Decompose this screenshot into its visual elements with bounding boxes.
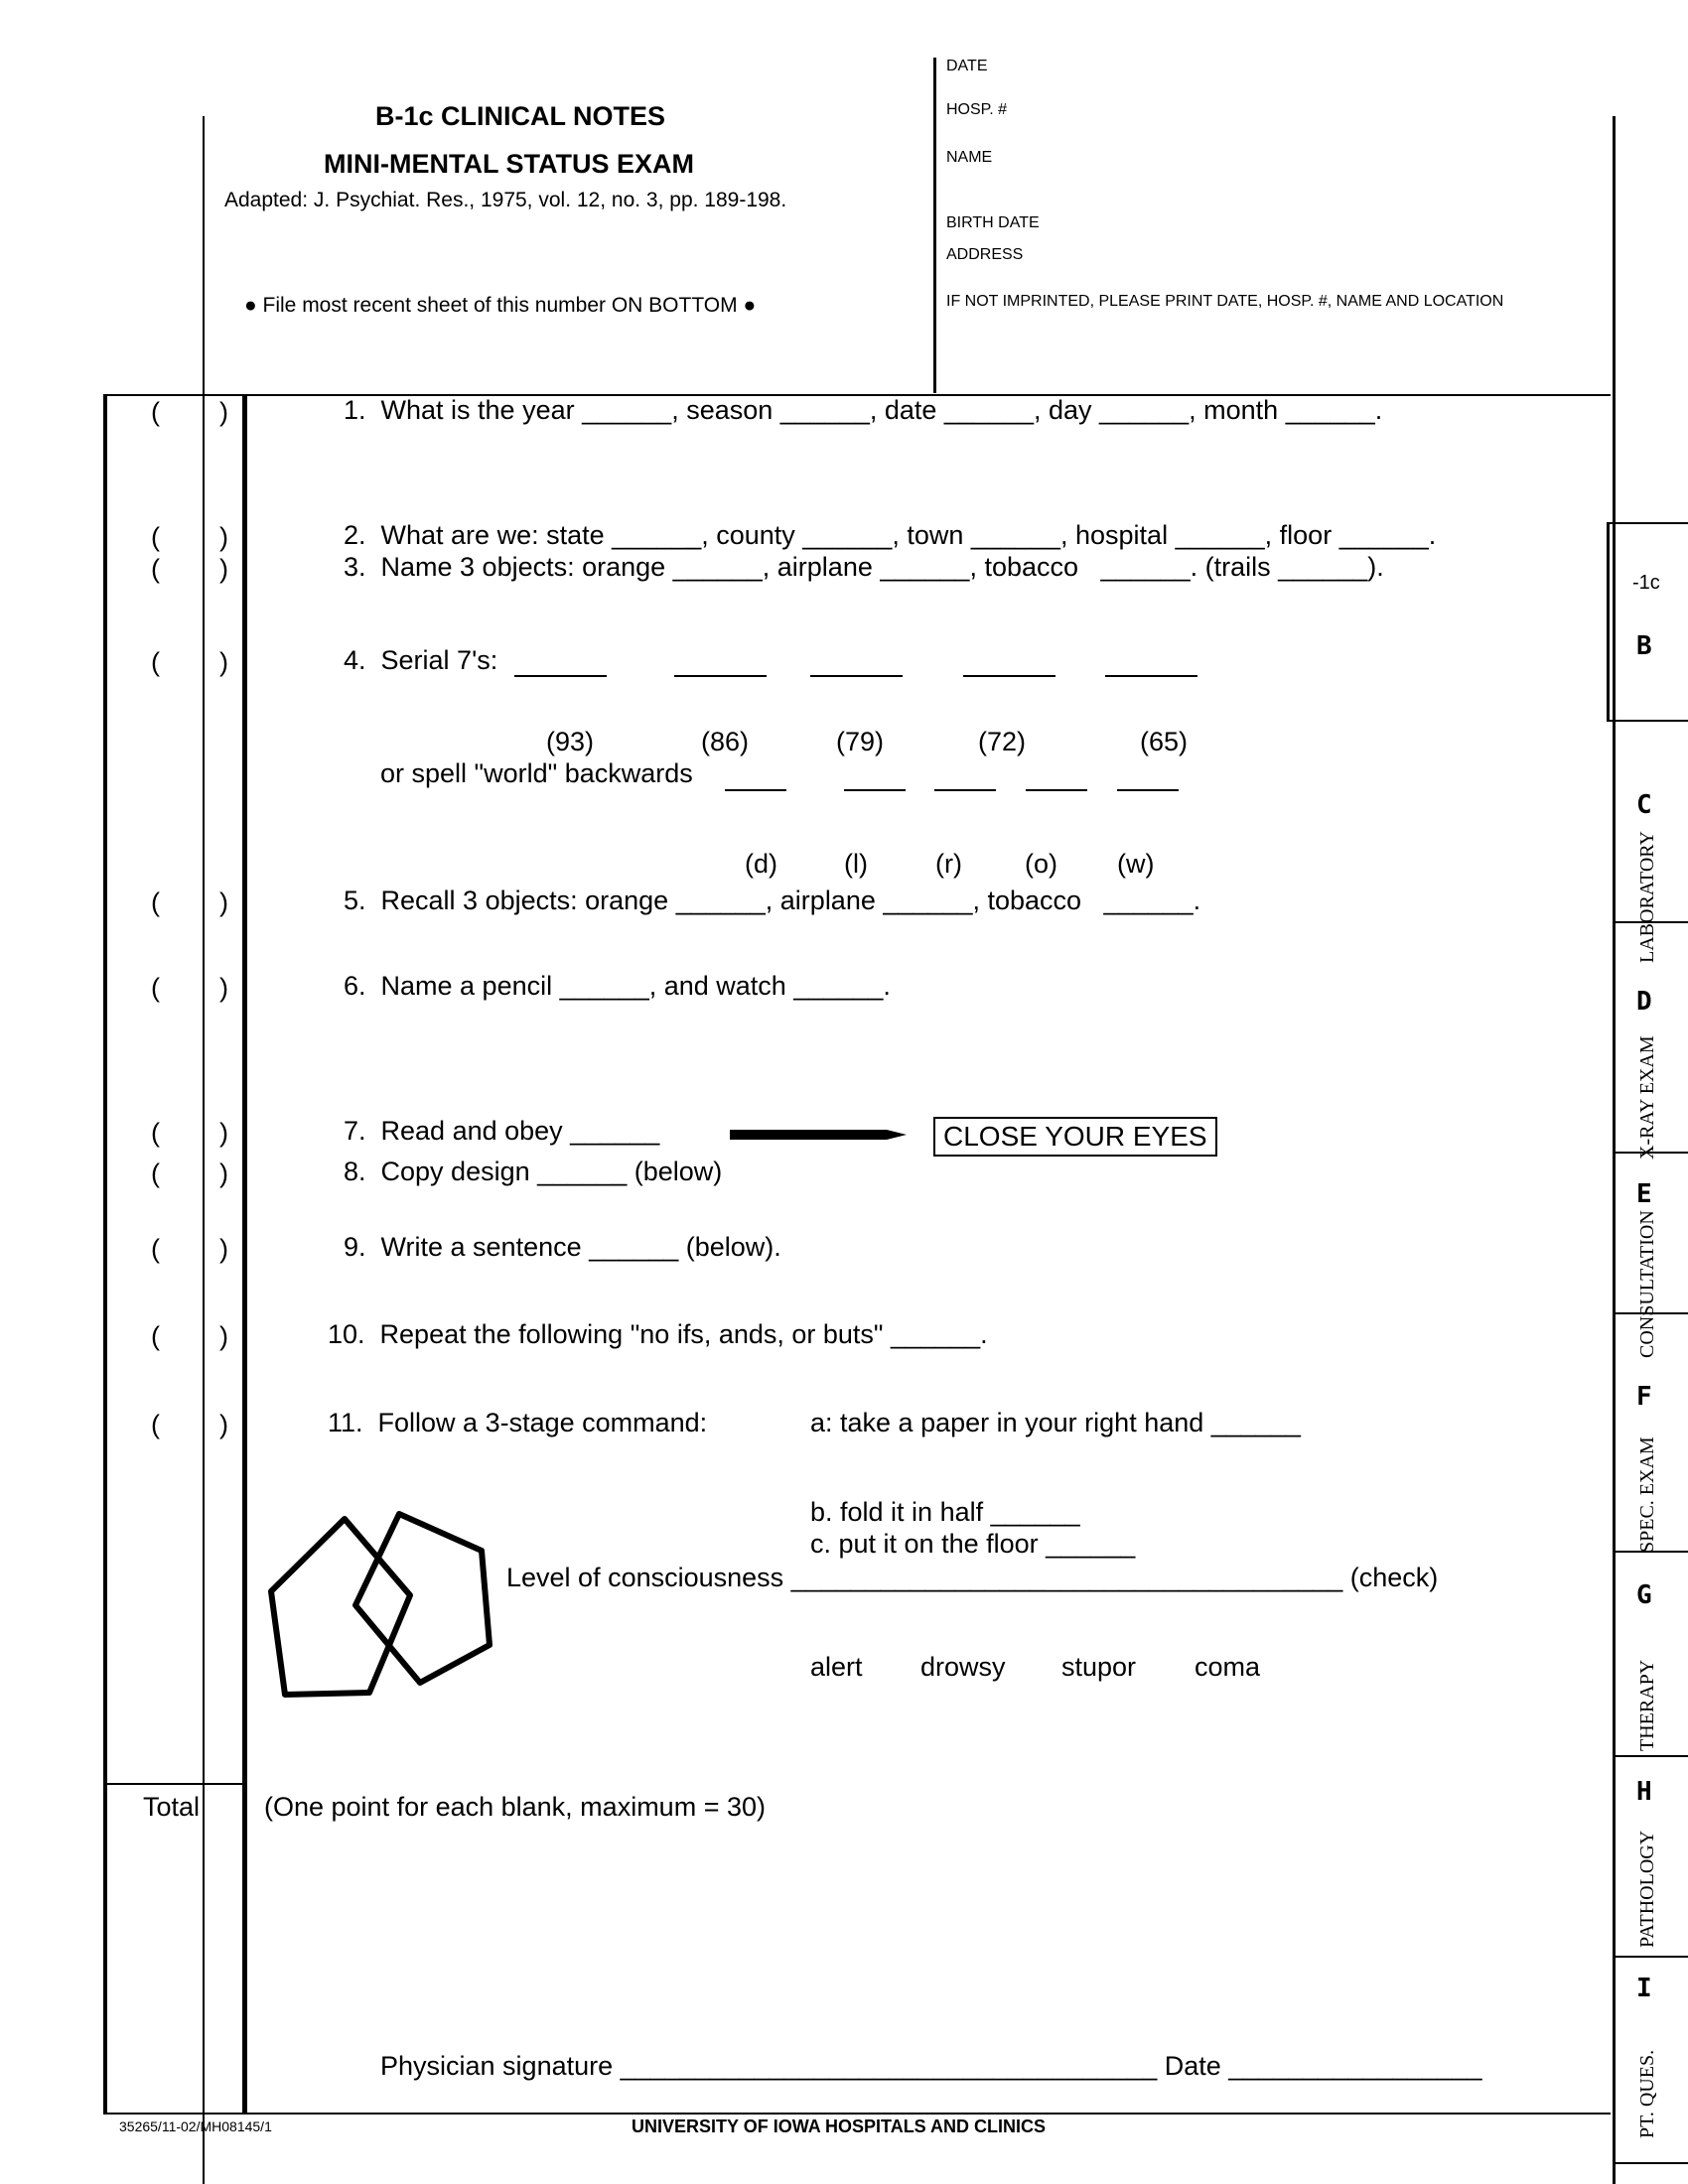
tab-g-letter[interactable]: G: [1636, 1580, 1652, 1610]
serial7-blank-2[interactable]: [674, 653, 767, 677]
form-number: 35265/11-02/MH08145/1: [119, 2118, 272, 2134]
score-box-q11[interactable]: ( ): [151, 1410, 228, 1439]
consciousness-option-alert[interactable]: alert: [810, 1652, 863, 1682]
body-bottom-rule: [103, 2113, 1611, 2115]
serial7-answer-93: (93): [546, 727, 595, 756]
spell-blank-2[interactable]: [844, 767, 906, 791]
score-box-q9[interactable]: ( ): [151, 1234, 228, 1264]
spell-letter-w: (w): [1117, 849, 1155, 879]
consciousness-option-coma[interactable]: coma: [1195, 1652, 1261, 1682]
total-label: Total: [143, 1792, 201, 1822]
score-box-q2[interactable]: ( ): [151, 522, 228, 552]
spell-letter-d: (d): [745, 849, 777, 879]
date-label: DATE: [946, 58, 988, 74]
intersecting-pentagons-design: [263, 1504, 501, 1703]
question-4: 4. Serial 7's:: [344, 645, 498, 675]
close-your-eyes-command: CLOSE YOUR EYES: [933, 1117, 1217, 1157]
spell-blank-5[interactable]: [1117, 767, 1179, 791]
score-box-q10[interactable]: ( ): [151, 1321, 228, 1351]
header-left-rule: [203, 116, 205, 394]
spell-blank-4[interactable]: [1026, 767, 1087, 791]
tab-h-name[interactable]: PATHOLOGY: [1636, 1830, 1658, 1948]
score-box-q4[interactable]: ( ): [151, 647, 228, 677]
question-3: 3. Name 3 objects: orange ______, airplane ______, tobacco ______. (trails ______).: [344, 552, 1384, 582]
hosp-number-label: HOSP. #: [946, 101, 1008, 118]
score-box-q7[interactable]: ( ): [151, 1118, 228, 1148]
tab-b-top-rule: [1607, 522, 1688, 524]
form-subtitle: MINI-MENTAL STATUS EXAM: [324, 149, 694, 179]
tab-c-letter[interactable]: C: [1636, 790, 1652, 820]
tab-h-rule: [1613, 1956, 1688, 1958]
birth-date-label: BIRTH DATE: [946, 214, 1040, 231]
score-box-q8[interactable]: ( ): [151, 1159, 228, 1188]
total-note: (One point for each blank, maximum = 30): [264, 1792, 766, 1822]
spell-letter-o: (o): [1025, 849, 1057, 879]
command-step-b: b. fold it in half ______: [810, 1497, 1080, 1527]
tab-b-left-rule: [1607, 522, 1610, 721]
tab-c-name[interactable]: LABORATORY: [1636, 831, 1658, 963]
consciousness-option-stupor[interactable]: stupor: [1061, 1652, 1137, 1682]
score-box-q3[interactable]: ( ): [151, 554, 228, 584]
serial7-answer-65: (65): [1140, 727, 1189, 756]
spell-world-prompt: or spell "world" backwards: [380, 758, 693, 788]
question-9: 9. Write a sentence ______ (below).: [344, 1232, 781, 1262]
command-step-a: a: take a paper in your right hand ______: [810, 1408, 1301, 1437]
question-8: 8. Copy design ______ (below): [344, 1157, 723, 1186]
question-6: 6. Name a pencil ______, and watch ______.: [344, 971, 891, 1001]
serial7-blank-1[interactable]: [514, 653, 607, 677]
tab-i-letter[interactable]: I: [1636, 1974, 1652, 2003]
question-5: 5. Recall 3 objects: orange ______, airplane ______, tobacco ______.: [344, 886, 1201, 915]
tab-b-bottom-rule: [1607, 720, 1688, 722]
consciousness-option-drowsy[interactable]: drowsy: [920, 1652, 1006, 1682]
right-margin-rule: [1613, 116, 1616, 2184]
score-box-q6[interactable]: ( ): [151, 973, 228, 1003]
imprint-note: IF NOT IMPRINTED, PLEASE PRINT DATE, HOSP. #, NAME AND LOCATION: [946, 293, 1504, 310]
score-box-q5[interactable]: ( ): [151, 887, 228, 917]
arrow-right-icon: [730, 1125, 909, 1145]
question-7: 7. Read and obey ______: [344, 1116, 660, 1146]
name-label: NAME: [946, 149, 993, 166]
tab-h-letter[interactable]: H: [1636, 1777, 1652, 1807]
address-label: ADDRESS: [946, 246, 1024, 263]
tab-i-rule: [1613, 2162, 1688, 2164]
question-11: 11. Follow a 3-stage command:: [328, 1408, 708, 1437]
consciousness-label: Level of consciousness _____________________________________ (check): [506, 1563, 1439, 1592]
serial7-answer-79: (79): [836, 727, 885, 756]
citation: Adapted: J. Psychiat. Res., 1975, vol. 12, no. 3, pp. 189-198.: [224, 189, 787, 211]
tab-f-letter[interactable]: F: [1636, 1382, 1652, 1412]
score-box-q1[interactable]: ( ): [151, 397, 228, 427]
spell-blank-3[interactable]: [934, 767, 996, 791]
physician-signature-line[interactable]: Physician signature ____________________________________ Date _________________: [380, 2051, 1482, 2081]
spell-letter-r: (r): [935, 849, 962, 879]
command-step-c: c. put it on the floor ______: [810, 1529, 1136, 1559]
question-10: 10. Repeat the following "no ifs, ands, or buts" ______.: [328, 1319, 988, 1349]
tab-d-letter[interactable]: D: [1636, 987, 1652, 1017]
score-column-right-rule: [242, 394, 247, 2115]
tab-d-name[interactable]: X-RAY EXAM: [1636, 1035, 1658, 1160]
tab-e-letter[interactable]: E: [1636, 1179, 1652, 1209]
tab-g-name[interactable]: THERAPY: [1636, 1659, 1658, 1751]
serial7-blank-4[interactable]: [963, 653, 1055, 677]
tab-i-name[interactable]: PT. QUES.: [1636, 2049, 1658, 2138]
tab-f-name[interactable]: SPEC. EXAM: [1636, 1436, 1658, 1553]
question-1: 1. What is the year ______, season ______, date ______, day ______, month ______.: [344, 395, 1383, 425]
header-divider-rule: [933, 58, 936, 393]
serial7-answer-72: (72): [978, 727, 1027, 756]
serial7-blank-5[interactable]: [1105, 653, 1197, 677]
spell-blank-1[interactable]: [725, 767, 786, 791]
tab-g-rule: [1613, 1755, 1688, 1757]
tab-b-letter[interactable]: B: [1636, 631, 1652, 661]
spell-letter-l: (l): [844, 849, 868, 879]
total-row-rule: [103, 1783, 247, 1785]
institution-name: UNIVERSITY OF IOWA HOSPITALS AND CLINICS: [632, 2116, 1047, 2136]
tab-b-number: -1c: [1632, 572, 1660, 594]
score-column-left-rule: [103, 394, 107, 2115]
serial7-answer-86: (86): [701, 727, 750, 756]
form-title: B-1c CLINICAL NOTES: [375, 101, 666, 131]
filing-note: ● File most recent sheet of this number ON BOTTOM ●: [244, 294, 757, 317]
serial7-blank-3[interactable]: [810, 653, 903, 677]
tab-e-name[interactable]: CONSULTATION: [1636, 1210, 1658, 1358]
question-2: 2. What are we: state ______, county ______, town ______, hospital ______, floor ______.: [344, 520, 1437, 550]
